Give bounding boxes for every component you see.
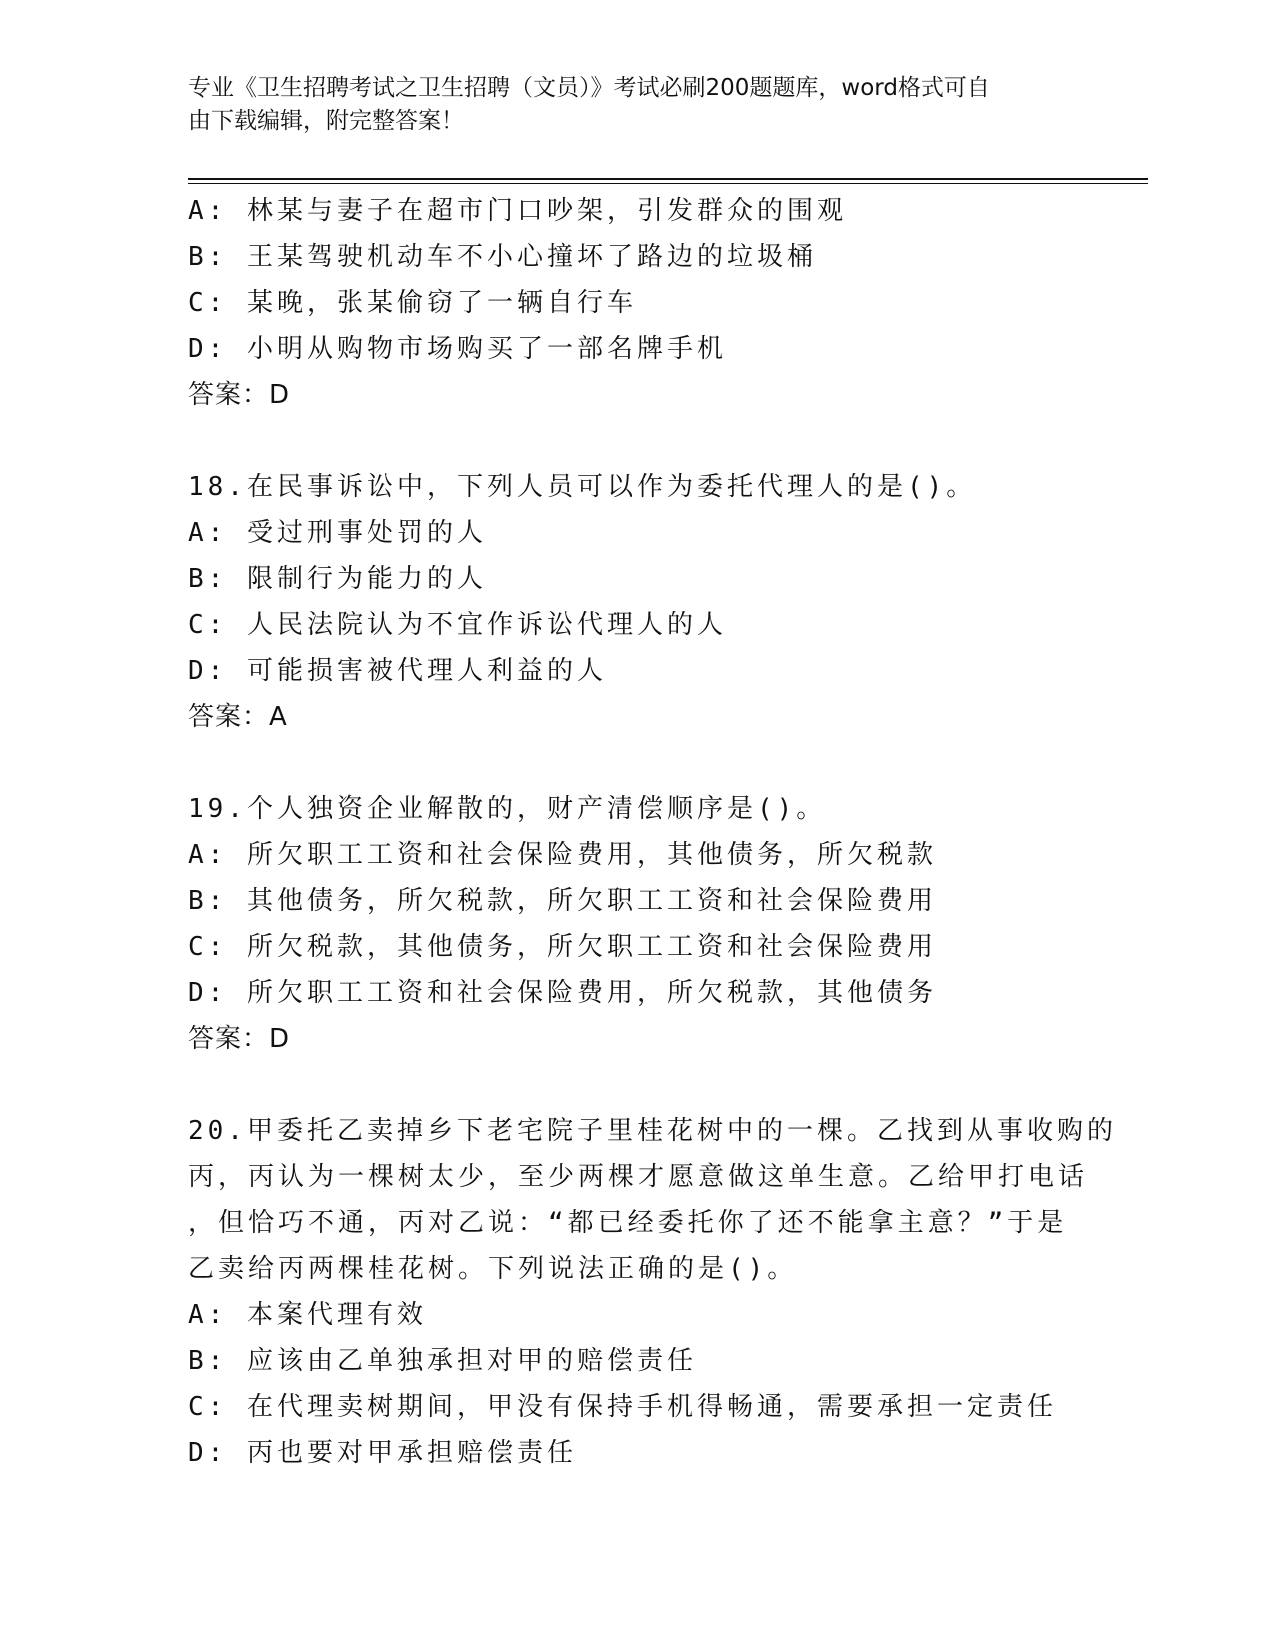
option-a: A: 林某与妻子在超市门口吵架，引发群众的围观 bbox=[188, 196, 847, 226]
question-20 bbox=[188, 1108, 1148, 1476]
question-stem-line-1: 20.甲委托乙卖掉乡下老宅院子里桂花树中的一棵。乙找到从事收购的 bbox=[188, 1116, 1117, 1146]
option-d: D: 可能损害被代理人利益的人 bbox=[188, 656, 607, 686]
question-stem-line-3: ，但恰巧不通，丙对乙说：“都已经委托你了还不能拿主意？”于是 bbox=[188, 1208, 1068, 1238]
question-19 bbox=[188, 786, 1148, 1062]
option-c: C: 所欠税款，其他债务，所欠职工工资和社会保险费用 bbox=[188, 932, 937, 962]
header-divider bbox=[188, 178, 1148, 180]
option-a: A: 所欠职工工资和社会保险费用，其他债务，所欠税款 bbox=[188, 840, 937, 870]
option-b: B: 应该由乙单独承担对甲的赔偿责任 bbox=[188, 1346, 697, 1376]
question-18 bbox=[188, 464, 1148, 740]
header-line-1: 专业《卫生招聘考试之卫生招聘（文员）》考试必刷200题题库，word格式可自 bbox=[188, 75, 990, 101]
header-divider-thin bbox=[188, 183, 1148, 184]
option-d: D: 小明从购物市场购买了一部名牌手机 bbox=[188, 334, 727, 364]
option-c: C: 在代理卖树期间，甲没有保持手机得畅通，需要承担一定责任 bbox=[188, 1392, 1057, 1422]
question-list bbox=[188, 188, 1148, 1476]
question-stem: 19.个人独资企业解散的，财产清偿顺序是()。 bbox=[188, 794, 827, 824]
option-d: D: 丙也要对甲承担赔偿责任 bbox=[188, 1438, 577, 1468]
answer: 答案：D bbox=[188, 380, 291, 410]
question-17 bbox=[188, 188, 1148, 418]
option-c: C: 某晚，张某偷窃了一辆自行车 bbox=[188, 288, 637, 318]
spacer bbox=[188, 740, 1148, 786]
document-header bbox=[188, 72, 1068, 138]
option-a: A: 本案代理有效 bbox=[188, 1300, 427, 1330]
question-stem-line-2: 丙，丙认为一棵树太少，至少两棵才愿意做这单生意。乙给甲打电话 bbox=[188, 1162, 1089, 1192]
option-b: B: 王某驾驶机动车不小心撞坏了路边的垃圾桶 bbox=[188, 242, 817, 272]
option-d: D: 所欠职工工资和社会保险费用，所欠税款，其他债务 bbox=[188, 978, 937, 1008]
option-b: B: 其他债务，所欠税款，所欠职工工资和社会保险费用 bbox=[188, 886, 937, 916]
option-c: C: 人民法院认为不宜作诉讼代理人的人 bbox=[188, 610, 727, 640]
question-stem-line-4: 乙卖给丙两棵桂花树。下列说法正确的是()。 bbox=[188, 1254, 798, 1284]
answer: 答案：A bbox=[188, 702, 288, 732]
spacer bbox=[188, 418, 1148, 464]
header-line-2: 由下载编辑，附完整答案！ bbox=[188, 108, 464, 134]
option-b: B: 限制行为能力的人 bbox=[188, 564, 487, 594]
answer: 答案：D bbox=[188, 1024, 291, 1054]
spacer bbox=[188, 1062, 1148, 1108]
question-stem: 18.在民事诉讼中，下列人员可以作为委托代理人的是()。 bbox=[188, 472, 977, 502]
option-a: A: 受过刑事处罚的人 bbox=[188, 518, 487, 548]
